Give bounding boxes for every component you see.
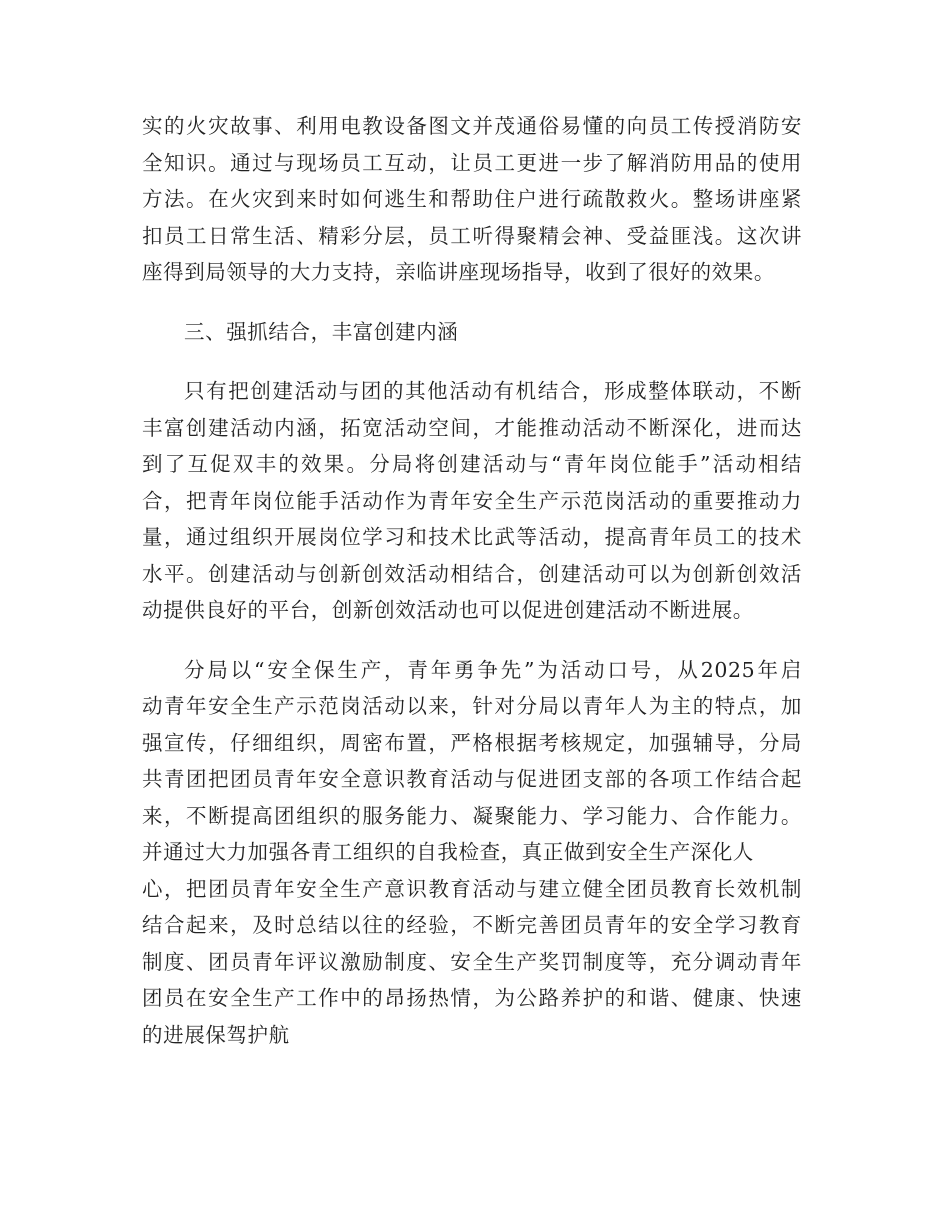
text-line: 来，不断提高团组织的服务能力、凝聚能力、学习能力、合作能力。 bbox=[142, 803, 802, 828]
document-page bbox=[142, 108, 802, 1053]
text-line: 扣员工日常生活、精彩分层，员工听得聚精会神、受益匪浅。这次讲 bbox=[142, 223, 802, 248]
paragraph-safety-campaign bbox=[142, 652, 802, 1054]
paragraph-fire-lecture bbox=[142, 108, 802, 291]
text-line: 实的火灾故事、利用电教设备图文并茂通俗易懂的向员工传授消防安 bbox=[142, 114, 802, 138]
text-line: 只有把创建活动与团的其他活动有机结合，形成整体联动，不断 bbox=[184, 379, 802, 403]
text-line: 到了互促双丰的效果。分局将创建活动与“青年岗位能手”活动相结 bbox=[142, 452, 802, 476]
paragraph-integration bbox=[142, 373, 802, 629]
text-line: 水平。创建活动与创新创效活动相结合，创建活动可以为创新创效活 bbox=[142, 561, 802, 586]
text-line: 合，把青年岗位能手活动作为青年安全生产示范岗活动的重要推动力 bbox=[142, 488, 802, 513]
text-line: 量，通过组织开展岗位学习和技术比武等活动，提高青年员工的技术 bbox=[142, 525, 802, 549]
text-line: 共青团把团员青年安全意识教育活动与促进团支部的各项工作结合起 bbox=[142, 767, 802, 791]
text-line: 动提供良好的平台，创新创效活动也可以促进创建活动不断进展。 bbox=[142, 598, 754, 622]
text-line: 座得到局领导的大力支持，亲临讲座现场指导，收到了很好的效果。 bbox=[142, 260, 775, 284]
text-line: 并通过大力加强各青工组织的自我检查，真正做到安全生产深化人 bbox=[142, 840, 754, 864]
text-line: 心，把团员青年安全生产意识教育活动与建立健全团员教育长效机制 bbox=[142, 876, 802, 901]
text-line: 全知识。通过与现场员工互动，让员工更进一步了解消防用品的使用 bbox=[142, 150, 802, 175]
text-line: 结合起来，及时总结以往的经验，不断完善团员青年的安全学习教育 bbox=[142, 913, 802, 937]
text-line: 团员在安全生产工作中的昂扬热情，为公路养护的和谐、健康、快速 bbox=[142, 986, 802, 1010]
text-line: 丰富创建活动内涵，拓宽活动空间，才能推动活动不断深化，进而达 bbox=[142, 415, 802, 440]
text-line: 分局以“安全保生产，青年勇争先”为活动口号，从2025年启 bbox=[184, 657, 802, 682]
section-heading-text: 三、强抓结合，丰富创建内涵 bbox=[184, 319, 459, 344]
text-line: 方法。在火灾到来时如何逃生和帮助住户进行疏散救火。整场讲座紧 bbox=[142, 187, 802, 211]
text-line: 动青年安全生产示范岗活动以来，针对分局以青年人为主的特点，加 bbox=[142, 694, 802, 718]
text-line: 的进展保驾护航 bbox=[142, 1022, 290, 1047]
text-line: 制度、团员青年评议激励制度、安全生产奖罚制度等，充分调动青年 bbox=[142, 949, 802, 974]
section-heading bbox=[142, 314, 802, 351]
text-line: 强宣传，仔细组织，周密布置，严格根据考核规定，加强辅导，分局 bbox=[142, 730, 802, 755]
